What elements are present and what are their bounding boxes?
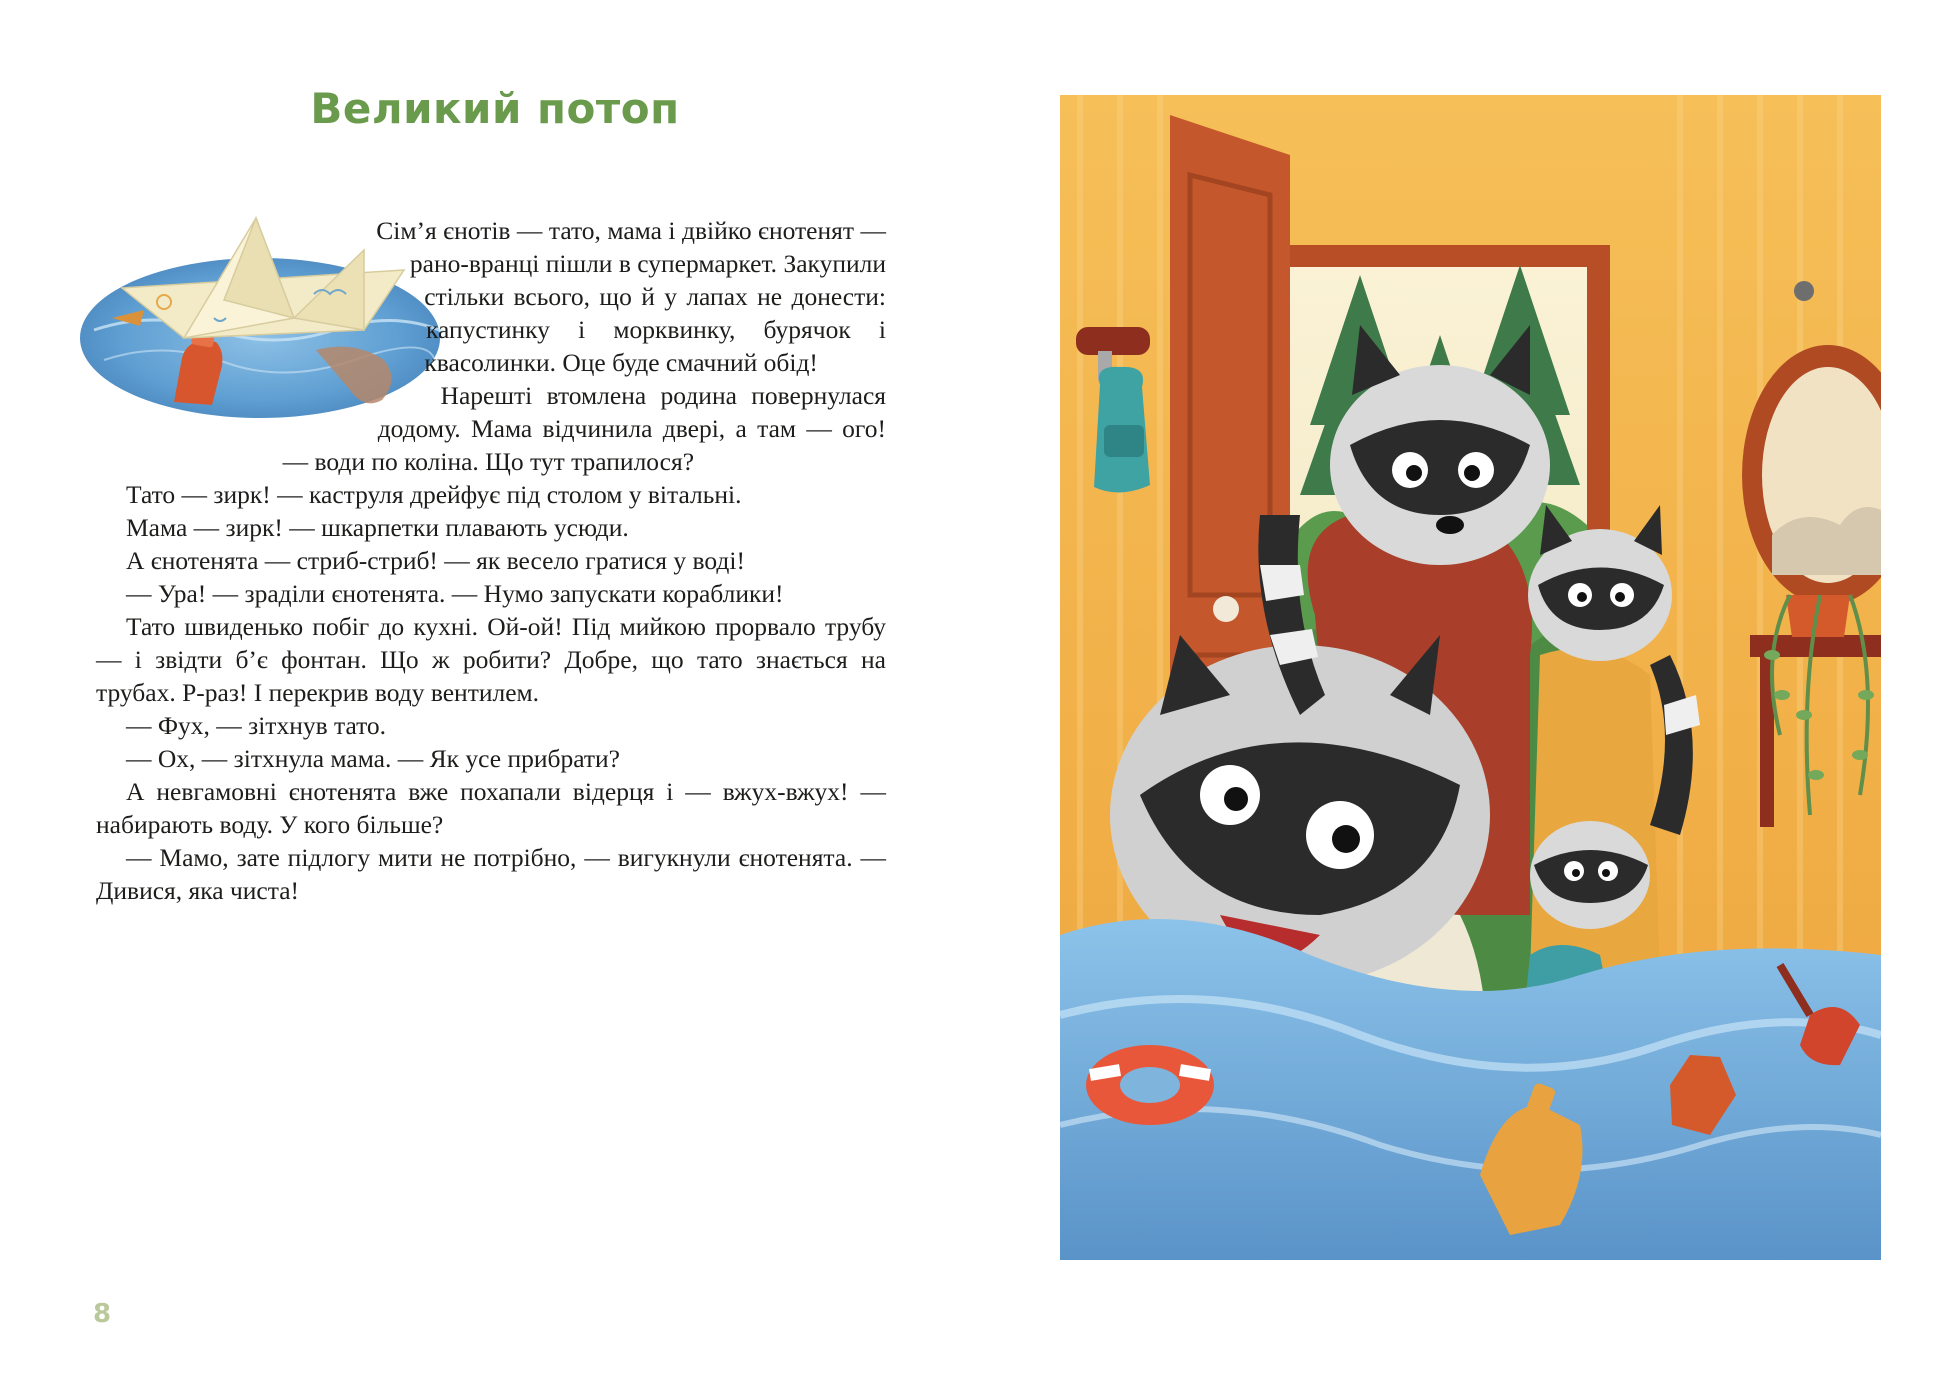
story-text [96, 214, 886, 907]
story-paragraph: — Ура! — зраділи єнотенята. — Нумо запускати кораблики! [126, 579, 784, 608]
page-number: 8 [93, 1299, 112, 1329]
raccoon-family-illustration [1060, 95, 1881, 1260]
story-paragraph: Тато швиденько побіг до кухні. Ой-ой! Під мийкою прорвало трубу — і звідти б’є фонтан. Що ж робити? Добре, що тато знається на трубах. Р-раз! І перекрив воду вентилем. [96, 612, 886, 707]
story-paragraph: Тато — зирк! — каструля дрейфує під столом у вітальні. [126, 480, 742, 509]
story-paragraph: — Фух, — зітхнув тато. [126, 711, 387, 740]
page-title: Великий потоп [310, 84, 680, 133]
story-paragraph: Нарешті втомлена родина повернулася додому. Мама відчинила двері, а там — ого! — води по коліна. Що тут трапилося? [282, 381, 886, 476]
life-ring [1086, 1045, 1214, 1125]
story-paragraph: Мама — зирк! — шкарпетки плавають усюди. [126, 513, 629, 542]
story-paragraph: А невгамовні єнотенята вже похапали відерця і — вжух-вжух! — набирають воду. У кого більше? [96, 777, 886, 839]
story-paragraph: А єнотенята — стриб-стриб! — як весело гратися у воді! [126, 546, 745, 575]
story-paragraph: Сім’я єнотів — тато, мама і двійко єнотенят — рано-вранці пішли в супермаркет. Закупили стільки всього, що й у лапах не донести: капустинку і морквинку, бурячок і квасолинки. Оце буде смачний обід! [376, 216, 886, 377]
story-paragraph: — Ох, — зітхнула мама. — Як усе прибрати? [126, 744, 620, 773]
story-paragraph: — Мамо, зате підлогу мити не потрібно, — вигукнули єнотенята. — Дивися, яка чиста! [96, 843, 886, 905]
boat-text-wrap-spacer [64, 214, 426, 446]
coat-hook [1076, 327, 1150, 355]
